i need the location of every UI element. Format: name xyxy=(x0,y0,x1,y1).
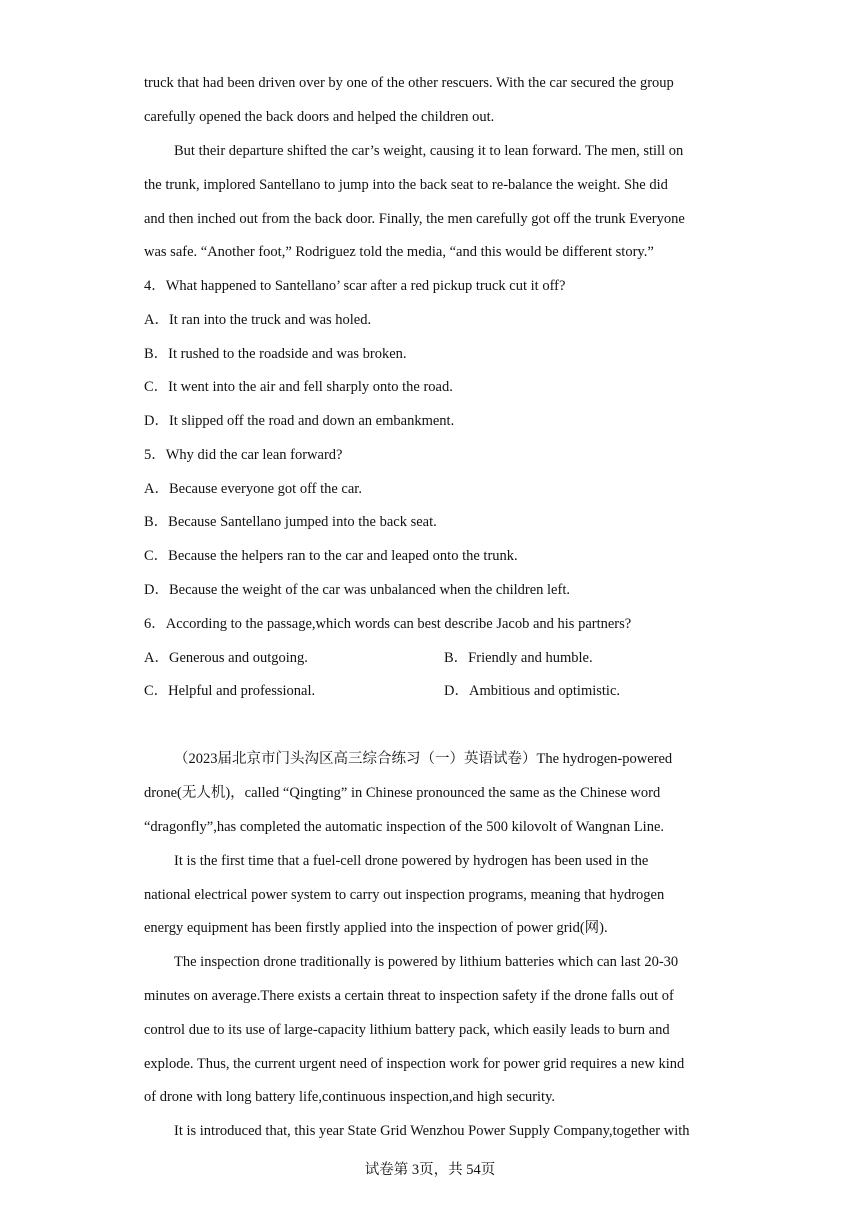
question-6-option-c: C．Helpful and professional. xyxy=(144,683,316,699)
passage-a-line: carefully opened the back doors and helped the children out. xyxy=(144,109,495,125)
passage-b-line: （2023届北京市门头沟区高三综合练习（一）英语试卷）The hydrogen-powered xyxy=(174,751,673,767)
passage-b-line: energy equipment has been firstly applied into the inspection of power grid(网). xyxy=(144,920,608,936)
passage-a-line: the trunk, implored Santellano to jump into the back seat to re-balance the weight. She did xyxy=(144,177,668,193)
question-4-option-a: A．It ran into the truck and was holed. xyxy=(144,312,372,328)
passage-b-line: “dragonfly”,has completed the automatic inspection of the 500 kilovolt of Wangnan Line. xyxy=(144,819,665,835)
question-5-option-a: A．Because everyone got off the car. xyxy=(144,481,362,497)
passage-b-line: control due to its use of large-capacity lithium battery pack, which easily leads to burn and xyxy=(144,1022,670,1038)
passage-a-line: and then inched out from the back door. Finally, the men carefully got off the trunk Everyone xyxy=(144,211,685,227)
passage-a-line: was safe. “Another foot,” Rodriguez told the media, “and this would be different story.” xyxy=(144,244,654,260)
question-5-option-b: B．Because Santellano jumped into the back seat. xyxy=(144,514,437,530)
question-4-option-b: B．It rushed to the roadside and was broken. xyxy=(144,346,407,362)
passage-b-line: It is the first time that a fuel-cell drone powered by hydrogen has been used in the xyxy=(174,853,649,869)
question-5-option-d: D．Because the weight of the car was unbalanced when the children left. xyxy=(144,582,570,598)
passage-a-line: But their departure shifted the car’s weight, causing it to lean forward. The men, still on xyxy=(174,143,684,159)
question-6-option-a: A．Generous and outgoing. xyxy=(144,650,308,666)
question-6-stem: 6．According to the passage,which words can best describe Jacob and his partners? xyxy=(144,616,632,632)
question-4-option-d: D．It slipped off the road and down an embankment. xyxy=(144,413,455,429)
passage-b-line: explode. Thus, the current urgent need of inspection work for power grid requires a new kind xyxy=(144,1056,685,1072)
page-number-footer: 试卷第 3页，共 54页 xyxy=(364,1162,496,1178)
passage-b-line: It is introduced that, this year State Grid Wenzhou Power Supply Company,together with xyxy=(174,1123,690,1139)
question-5-stem: 5．Why did the car lean forward? xyxy=(144,447,343,463)
passage-b-line: of drone with long battery life,continuous inspection,and high security. xyxy=(144,1089,556,1105)
passage-b-line: national electrical power system to carry out inspection programs, meaning that hydrogen xyxy=(144,887,665,903)
question-6-option-b: B．Friendly and humble. xyxy=(444,650,593,666)
passage-b-line: The inspection drone traditionally is powered by lithium batteries which can last 20-30 xyxy=(174,954,679,970)
passage-a-line: truck that had been driven over by one of the other rescuers. With the car secured the group xyxy=(144,75,674,91)
passage-b-line: minutes on average.There exists a certain threat to inspection safety if the drone falls out of xyxy=(144,988,674,1004)
question-4-option-c: C．It went into the air and fell sharply onto the road. xyxy=(144,379,453,395)
question-6-option-d: D．Ambitious and optimistic. xyxy=(444,683,621,699)
passage-b-line: drone(无人机)，called “Qingting” in Chinese pronounced the same as the Chinese word xyxy=(144,785,661,801)
question-5-option-c: C．Because the helpers ran to the car and leaped onto the trunk. xyxy=(144,548,518,564)
question-4-stem: 4．What happened to Santellano’ scar after a red pickup truck cut it off? xyxy=(144,278,566,294)
